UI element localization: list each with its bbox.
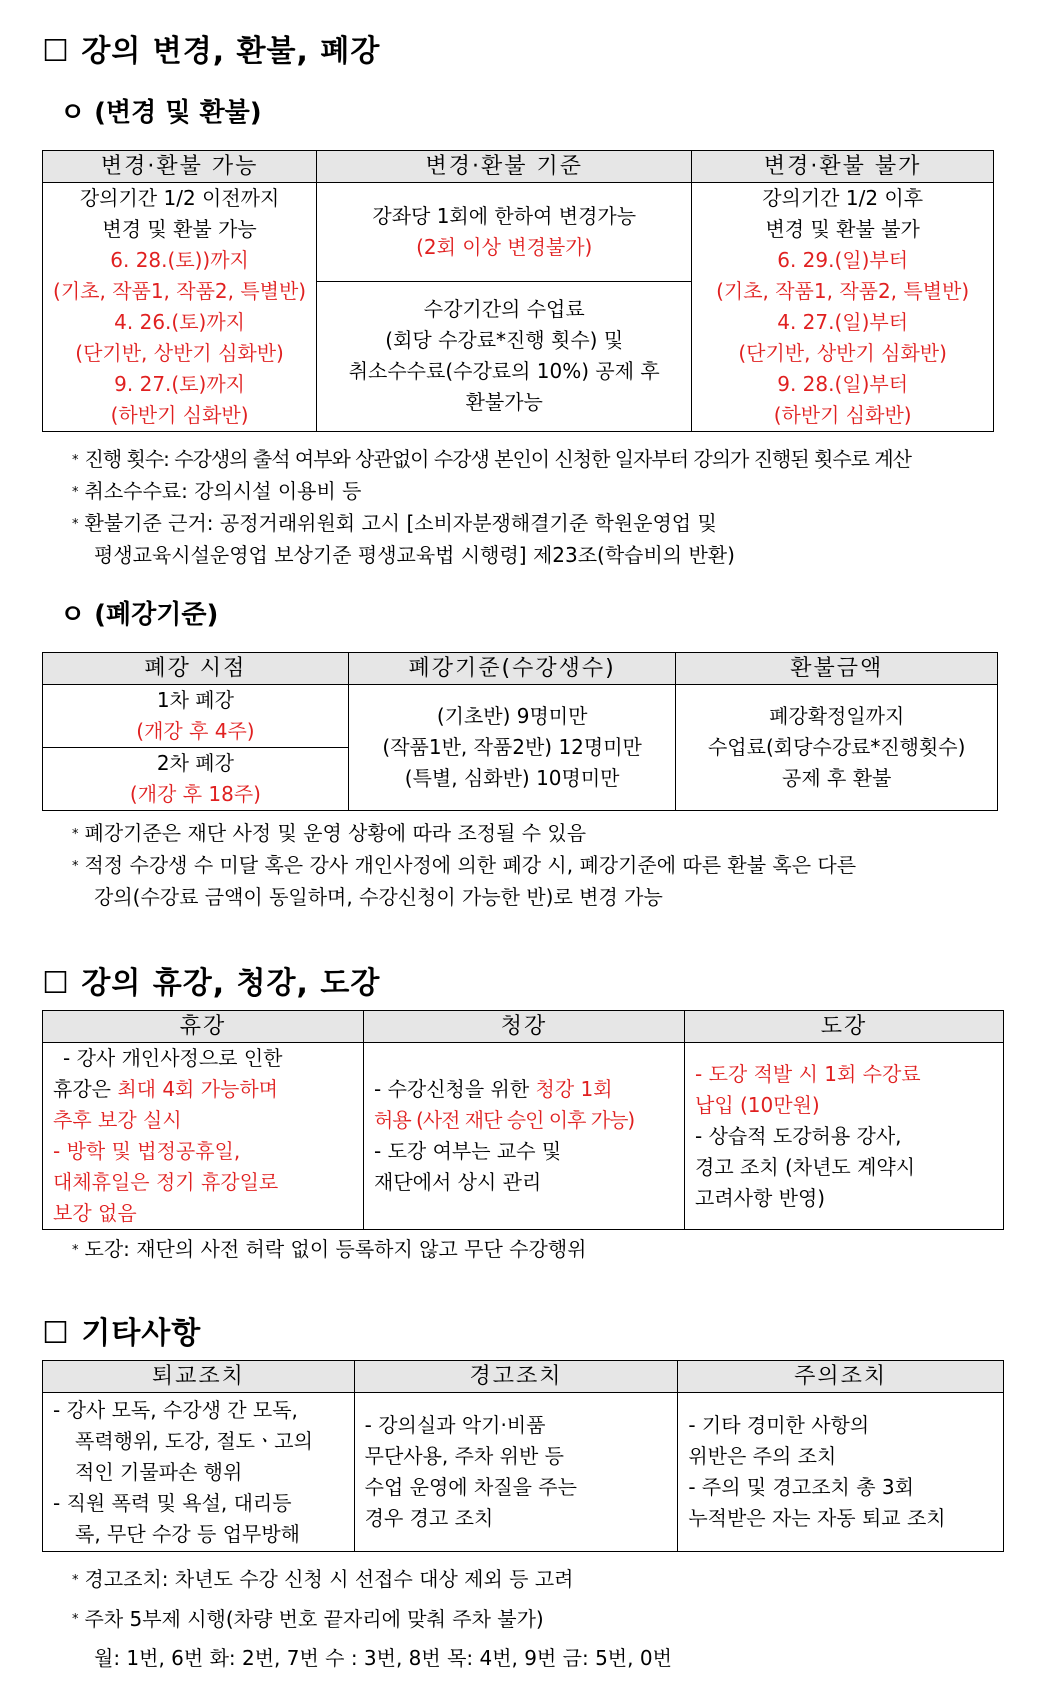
note-item: * 경고조치: 차년도 수강 신청 시 선접수 대상 제외 등 고려 — [72, 1567, 574, 1591]
not-changeable-line: (하반기 심화반) — [773, 403, 912, 427]
criteria-refund-line: 수강기간의 수업료 — [423, 297, 585, 322]
subsection-title-change-refund: ㅇ (변경 및 환불) — [60, 98, 262, 128]
cell-not-changeable — [692, 183, 994, 432]
not-changeable-line: (기초, 작품1, 작품2, 특별반) — [716, 279, 970, 303]
discipline-table — [42, 1360, 1004, 1552]
cell-first-closure: 1차 폐강 (개강 후 4주) — [43, 685, 349, 748]
header-audit: 청강 — [364, 1011, 685, 1043]
section-title-change-refund: ☐ 강의 변경, 환불, 폐강 — [42, 34, 381, 69]
not-changeable-line: 변경 및 환불 불가 — [765, 217, 920, 241]
cell-warning: - 강의실과 악기·비품 무단사용, 주차 위반 등 수업 운영에 차질을 주는 경우 경고 조치 — [354, 1393, 678, 1552]
note-item: * 취소수수료: 강의시설 이용비 등 — [72, 479, 362, 503]
note-item: * 진행 횟수: 수강생의 출석 여부와 상관없이 수강생 본인이 신청한 일자부터 강의가 진행된 횟수로 계산 — [72, 447, 912, 471]
cell-audit: - 수강신청을 위한 청강 1회 허용 (사전 재단 승인 이후 가능) - 도강 여부는 교수 및 재단에서 상시 관리 — [364, 1043, 685, 1230]
note-unauthorized — [72, 1234, 586, 1266]
not-changeable-line: 9. 28.(일)부터 — [777, 372, 909, 396]
header-not-changeable: 변경·환불 불가 — [692, 151, 994, 183]
criteria-change-line: (2회 이상 변경불가) — [416, 234, 593, 259]
not-changeable-line: 6. 29.(일)부터 — [777, 248, 909, 272]
cell-second-closure: 2차 폐강 (개강 후 18주) — [43, 748, 349, 811]
note-item-continued: 강의(수강료 금액이 동일하며, 수강신청이 가능한 반)로 변경 가능 — [94, 885, 663, 909]
notes-other — [72, 1560, 672, 1677]
header-refund-amount: 환불금액 — [676, 653, 998, 685]
changeable-line: 6. 28.(토))까지 — [110, 248, 249, 272]
cell-changeable — [43, 183, 317, 432]
changeable-line: 강의기간 1/2 이전까지 — [79, 186, 280, 210]
criteria-refund-line: 환불가능 — [465, 390, 543, 415]
criteria-refund-line: (회당 수강료*진행 횟수) 및 — [385, 328, 624, 353]
criteria-change-line: 강좌당 1회에 한하여 변경가능 — [372, 203, 637, 228]
parking-schedule: 월: 1번, 6번 화: 2번, 7번 수 : 3번, 8번 목: 4번, 9번 금: 5번, 0번 — [94, 1646, 672, 1670]
header-caution: 주의조치 — [678, 1361, 1004, 1393]
note-item: * 도강: 재단의 사전 허락 없이 등록하지 않고 무단 수강행위 — [72, 1237, 587, 1261]
header-changeable: 변경·환불 가능 — [43, 151, 317, 183]
cell-closure-criteria: (기초반) 9명미만 (작품1반, 작품2반) 12명미만 (특별, 심화반) 10명미만 — [348, 685, 676, 811]
cell-caution: - 기타 경미한 사항의 위반은 주의 조치 - 주의 및 경고조치 총 3회 누적받은 자는 자동 퇴교 조치 — [678, 1393, 1004, 1552]
notes-closure — [72, 818, 856, 913]
header-closure-time: 폐강 시점 — [43, 653, 349, 685]
cell-criteria-change — [317, 183, 692, 282]
subsection-title-closure: ㅇ (폐강기준) — [60, 600, 219, 630]
changeable-line: (하반기 심화반) — [110, 403, 249, 427]
cell-expulsion: - 강사 모독, 수강생 간 모독, 폭력행위, 도강, 절도ㆍ고의 적인 기물파손 행위 - 직원 폭력 및 욕설, 대리등 록, 무단 수강 등 업무방해 — [43, 1393, 355, 1552]
section-title-absence: ☐ 강의 휴강, 청강, 도강 — [42, 966, 381, 1001]
changeable-line: (기초, 작품1, 작품2, 특별반) — [53, 279, 307, 303]
header-closure-criteria: 폐강기준(수강생수) — [348, 653, 676, 685]
cell-cancel: - 강사 개인사정으로 인한 휴강은 최대 4회 가능하며 추후 보강 실시 - 방학 및 법정공휴일, 대체휴일은 정기 휴강일로 보강 없음 — [43, 1043, 364, 1230]
notes-refund — [72, 444, 911, 571]
cell-criteria-refund — [317, 281, 692, 431]
criteria-refund-line: 취소수수료(수강료의 10%) 공제 후 — [348, 359, 660, 384]
note-item: * 적정 수강생 수 미달 혹은 강사 개인사정에 의한 폐강 시, 폐강기준에 따른 환불 혹은 다른 — [72, 853, 857, 877]
not-changeable-line: 강의기간 1/2 이후 — [762, 186, 924, 210]
note-item: * 주차 5부제 시행(차량 번호 끝자리에 맞춰 주차 불가) — [72, 1606, 544, 1631]
changeable-line: 변경 및 환불 가능 — [102, 217, 257, 241]
note-item: * 폐강기준은 재단 사정 및 운영 상황에 따라 조정될 수 있음 — [72, 821, 587, 845]
header-criteria: 변경·환불 기준 — [317, 151, 692, 183]
cell-unauthorized: - 도강 적발 시 1회 수강료 납입 (10만원) - 상습적 도강허용 강사, 경고 조치 (차년도 계약시 고려사항 반영) — [685, 1043, 1004, 1230]
closure-table — [42, 652, 998, 811]
cell-closure-refund: 폐강확정일까지 수업료(회당수강료*진행횟수) 공제 후 환불 — [676, 685, 998, 811]
note-item-continued: 평생교육시설운영업 보상기준 평생교육법 시행령] 제23조(학습비의 반환) — [94, 543, 735, 567]
changeable-line: (단기반, 상반기 심화반) — [75, 341, 284, 365]
header-unauthorized: 도강 — [685, 1011, 1004, 1043]
header-warning: 경고조치 — [354, 1361, 678, 1393]
change-refund-table — [42, 150, 994, 432]
note-item: * 환불기준 근거: 공정거래위원회 고시 [소비자분쟁해결기준 학원운영업 및 — [72, 511, 717, 535]
not-changeable-line: (단기반, 상반기 심화반) — [738, 341, 947, 365]
header-cancel: 휴강 — [43, 1011, 364, 1043]
changeable-line: 4. 26.(토)까지 — [114, 310, 245, 334]
absence-table — [42, 1010, 1004, 1230]
not-changeable-line: 4. 27.(일)부터 — [777, 310, 909, 334]
changeable-line: 9. 27.(토)까지 — [114, 372, 245, 396]
section-title-other: ☐ 기타사항 — [42, 1316, 202, 1351]
header-expulsion: 퇴교조치 — [43, 1361, 355, 1393]
